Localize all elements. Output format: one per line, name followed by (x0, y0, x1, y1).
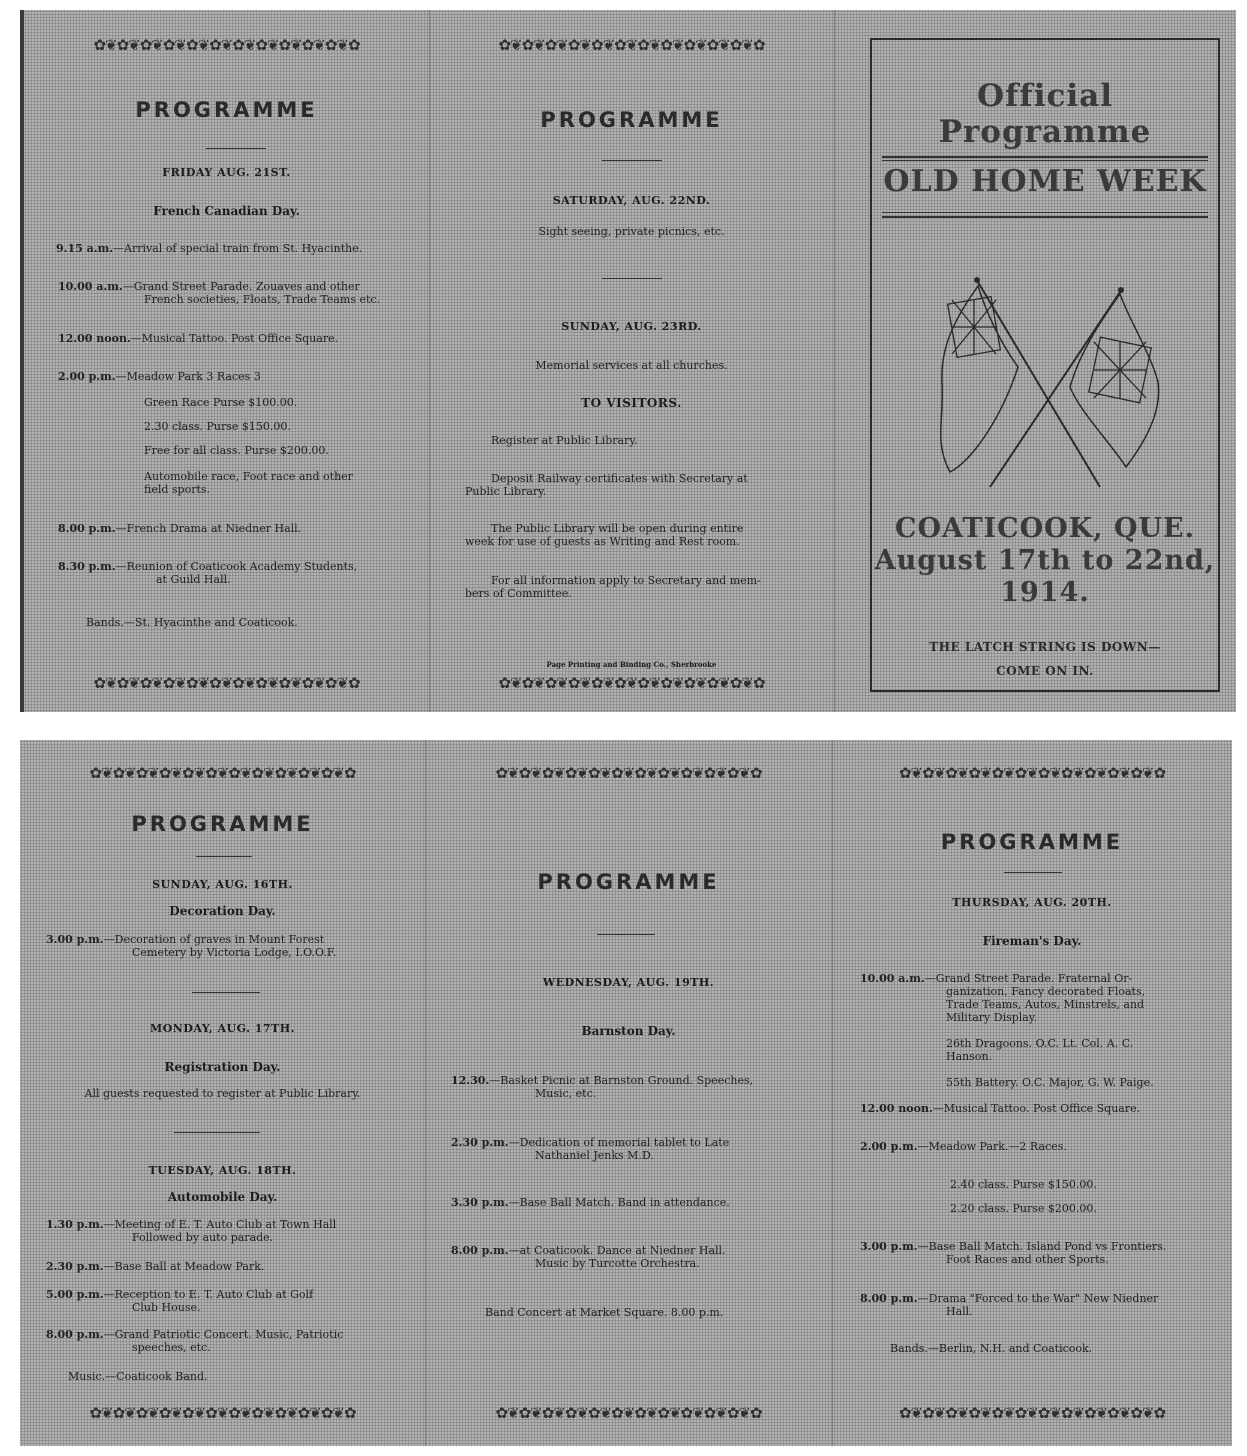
day-heading: SUNDAY, AUG. 23RD. (561, 320, 702, 333)
schedule-item-cont: Music by Turcotte Orchestra. (535, 1257, 700, 1270)
schedule-item: 1.30 p.m.—Meeting of E. T. Auto Club at Town Hall (46, 1218, 337, 1231)
day-subtitle: Registration Day. (164, 1060, 281, 1074)
music-line: Music.—Coaticook Band. (68, 1370, 208, 1383)
day-heading: FRIDAY AUG. 21ST. (162, 166, 291, 179)
programme-heading: PROGRAMME (131, 812, 314, 836)
schedule-item: 3.00 p.m.—Base Ball Match. Island Pond vs Frontiers. (860, 1240, 1167, 1253)
race-item: 2.40 class. Purse $150.00. (950, 1178, 1097, 1191)
cover-rule (882, 212, 1208, 213)
fold-line (834, 10, 835, 712)
visitor-note: Deposit Railway certificates with Secretary at (491, 472, 748, 485)
schedule-item-cont: Military Display. (946, 1011, 1038, 1024)
cover-rule (882, 216, 1208, 218)
race-item: 2.20 class. Purse $200.00. (950, 1202, 1097, 1215)
panel-thursday (832, 740, 1232, 1446)
ornament-border: ✿❦✿❦✿❦✿❦✿❦✿❦✿❦✿❦✿❦✿❦✿❦✿ (898, 1404, 1166, 1422)
schedule-item-cont: Club House. (132, 1301, 201, 1314)
schedule-item: 2.30 p.m.—Base Ball at Meadow Park. (46, 1260, 265, 1273)
schedule-item-cont: ganization, Fancy decorated Floats, (946, 985, 1146, 998)
race-item: Green Race Purse $100.00. (144, 396, 298, 409)
visitor-note: For all information apply to Secretary and mem- (491, 574, 761, 587)
schedule-item-cont: Music, etc. (535, 1087, 597, 1100)
schedule-item: 9.15 a.m.—Arrival of special train from St. Hyacinthe. (56, 242, 363, 255)
visitor-note-cont: Public Library. (465, 485, 547, 498)
divider (174, 1132, 260, 1133)
panel-wednesday (425, 740, 832, 1446)
schedule-item-cont: Foot Races and other Sports. (946, 1253, 1109, 1266)
day-heading: SATURDAY, AUG. 22ND. (552, 194, 711, 207)
cover-motto: THE LATCH STRING IS DOWN— (929, 640, 1161, 654)
day-heading: SUNDAY, AUG. 16TH. (152, 878, 293, 891)
cover-event-title: OLD HOME WEEK (883, 164, 1207, 199)
schedule-item-cont: at Guild Hall. (156, 573, 231, 586)
schedule-item: 2.30 p.m.—Dedication of memorial tablet to Late (451, 1136, 730, 1149)
schedule-item: 10.00 a.m.—Grand Street Parade. Zouaves and other (58, 280, 360, 293)
schedule-item: 8.00 p.m.—Grand Patriotic Concert. Music, Patriotic (46, 1328, 344, 1341)
cover-panel (870, 38, 1220, 692)
visitors-heading: TO VISITORS. (581, 396, 682, 410)
cover-motto: COME ON IN. (996, 664, 1094, 678)
cover-rule (882, 156, 1208, 158)
day-heading: THURSDAY, AUG. 20TH. (952, 896, 1112, 909)
schedule-item: 8.00 p.m.—French Drama at Niedner Hall. (58, 522, 302, 535)
schedule-item-cont: Trade Teams, Autos, Minstrels, and (946, 998, 1145, 1011)
cover-year: 1914. (1000, 577, 1090, 608)
programme-heading: PROGRAMME (537, 870, 720, 894)
cover-dates: August 17th to 22nd, (874, 545, 1216, 576)
schedule-item-cont: speeches, etc. (132, 1341, 211, 1354)
schedule-item-cont: Nathaniel Jenks M.D. (535, 1149, 654, 1162)
schedule-item-cont: 26th Dragoons. O.C. Lt. Col. A. C. (946, 1037, 1134, 1050)
schedule-item: 2.00 p.m.—Meadow Park 3 Races 3 (58, 370, 261, 383)
ornament-border: ✿❦✿❦✿❦✿❦✿❦✿❦✿❦✿❦✿❦✿❦✿❦✿ (93, 674, 360, 692)
cover-rule (882, 160, 1208, 161)
visitor-note: Register at Public Library. (491, 434, 638, 447)
schedule-item-cont: French societies, Floats, Trade Teams etc. (144, 293, 381, 306)
panel-sunday-tuesday (20, 740, 425, 1446)
day-subtitle: Automobile Day. (167, 1190, 278, 1204)
divider (597, 934, 655, 935)
visitor-note: The Public Library will be open during entire (491, 522, 744, 535)
programme-heading: PROGRAMME (940, 830, 1124, 854)
divider (1004, 872, 1062, 873)
divider (192, 992, 260, 993)
race-item: Automobile race, Foot race and other (144, 470, 353, 483)
schedule-item: 12.00 noon.—Musical Tattoo. Post Office Square. (58, 332, 339, 345)
concert-line: Band Concert at Market Square. 8.00 p.m. (485, 1306, 724, 1319)
schedule-item: 2.00 p.m.—Meadow Park.—2 Races. (860, 1140, 1067, 1153)
day-heading: TUESDAY, AUG. 18TH. (148, 1164, 297, 1177)
schedule-item: 3.00 p.m.—Decoration of graves in Mount Forest (46, 933, 325, 946)
schedule-item-cont: 55th Battery. O.C. Major, G. W. Paige. (946, 1076, 1154, 1089)
schedule-item-cont: Hall. (946, 1305, 973, 1318)
schedule-item: 8.30 p.m.—Reunion of Coaticook Academy Students, (58, 560, 358, 573)
panel-friday (24, 10, 429, 712)
schedule-item: 5.00 p.m.—Reception to E. T. Auto Club at Golf (46, 1288, 314, 1301)
ornament-border: ✿❦✿❦✿❦✿❦✿❦✿❦✿❦✿❦✿❦✿❦✿❦✿ (495, 1404, 762, 1422)
visitor-note-cont: week for use of guests as Writing and Rest room. (465, 535, 740, 548)
top-sheet (20, 10, 1236, 712)
schedule-item: 8.00 p.m.—Drama "Forced to the War" New Niedner (860, 1292, 1159, 1305)
day-heading: MONDAY, AUG. 17TH. (150, 1022, 295, 1035)
day-subtitle: Fireman's Day. (982, 934, 1082, 948)
schedule-item: 10.00 a.m.—Grand Street Parade. Fraternal Or- (860, 972, 1133, 985)
schedule-item-cont: Hanson. (946, 1050, 993, 1063)
schedule-item-cont: Followed by auto parade. (132, 1231, 274, 1244)
ornament-border: ✿❦✿❦✿❦✿❦✿❦✿❦✿❦✿❦✿❦✿❦✿❦✿ (498, 36, 765, 54)
ornament-border: ✿❦✿❦✿❦✿❦✿❦✿❦✿❦✿❦✿❦✿❦✿❦✿ (898, 764, 1166, 782)
divider (602, 160, 662, 161)
bands-line: Bands.—St. Hyacinthe and Coaticook. (86, 616, 298, 629)
programme-heading: PROGRAMME (540, 108, 723, 132)
ornament-border: ✿❦✿❦✿❦✿❦✿❦✿❦✿❦✿❦✿❦✿❦✿❦✿ (495, 764, 762, 782)
schedule-item: 8.00 p.m.—at Coaticook. Dance at Niedner Hall. (451, 1244, 726, 1257)
ornament-border: ✿❦✿❦✿❦✿❦✿❦✿❦✿❦✿❦✿❦✿❦✿❦✿ (89, 1404, 356, 1422)
ornament-border: ✿❦✿❦✿❦✿❦✿❦✿❦✿❦✿❦✿❦✿❦✿❦✿ (498, 674, 765, 692)
day-line: Memorial services at all churches. (535, 359, 728, 372)
programme-heading: PROGRAMME (135, 98, 318, 122)
cover-title: Official Programme (938, 78, 1152, 150)
bottom-sheet (20, 740, 1232, 1446)
schedule-item: 3.30 p.m.—Base Ball Match. Band in attendance. (451, 1196, 730, 1209)
printer-credit: Page Printing and Binding Co., Sherbrooke (546, 660, 717, 669)
day-subtitle: Decoration Day. (169, 904, 276, 918)
visitor-note-cont: bers of Committee. (465, 587, 572, 600)
race-item: 2.30 class. Purse $150.00. (144, 420, 291, 433)
divider (206, 148, 266, 149)
schedule-item: 12.00 noon.—Musical Tattoo. Post Office Square. (860, 1102, 1141, 1115)
day-line: All guests requested to register at Public Library. (84, 1087, 361, 1100)
crossed-flags-illustration (930, 272, 1170, 502)
day-subtitle: French Canadian Day. (153, 204, 300, 218)
ornament-border: ✿❦✿❦✿❦✿❦✿❦✿❦✿❦✿❦✿❦✿❦✿❦✿ (89, 764, 356, 782)
day-heading: WEDNESDAY, AUG. 19TH. (542, 976, 715, 989)
panel-saturday (429, 10, 834, 712)
race-item-cont: field sports. (144, 483, 211, 496)
cover-location: COATICOOK, QUE. (894, 513, 1196, 544)
bands-line: Bands.—Berlin, N.H. and Coaticook. (890, 1342, 1093, 1355)
divider (196, 856, 252, 857)
divider (602, 278, 662, 279)
day-subtitle: Barnston Day. (581, 1024, 676, 1038)
race-item: Free for all class. Purse $200.00. (144, 444, 329, 457)
ornament-border: ✿❦✿❦✿❦✿❦✿❦✿❦✿❦✿❦✿❦✿❦✿❦✿ (93, 36, 360, 54)
schedule-item-cont: Cemetery by Victoria Lodge, I.O.O.F. (132, 946, 337, 959)
day-line: Sight seeing, private picnics, etc. (538, 225, 725, 238)
schedule-item: 12.30.—Basket Picnic at Barnston Ground. Speeches, (451, 1074, 754, 1087)
